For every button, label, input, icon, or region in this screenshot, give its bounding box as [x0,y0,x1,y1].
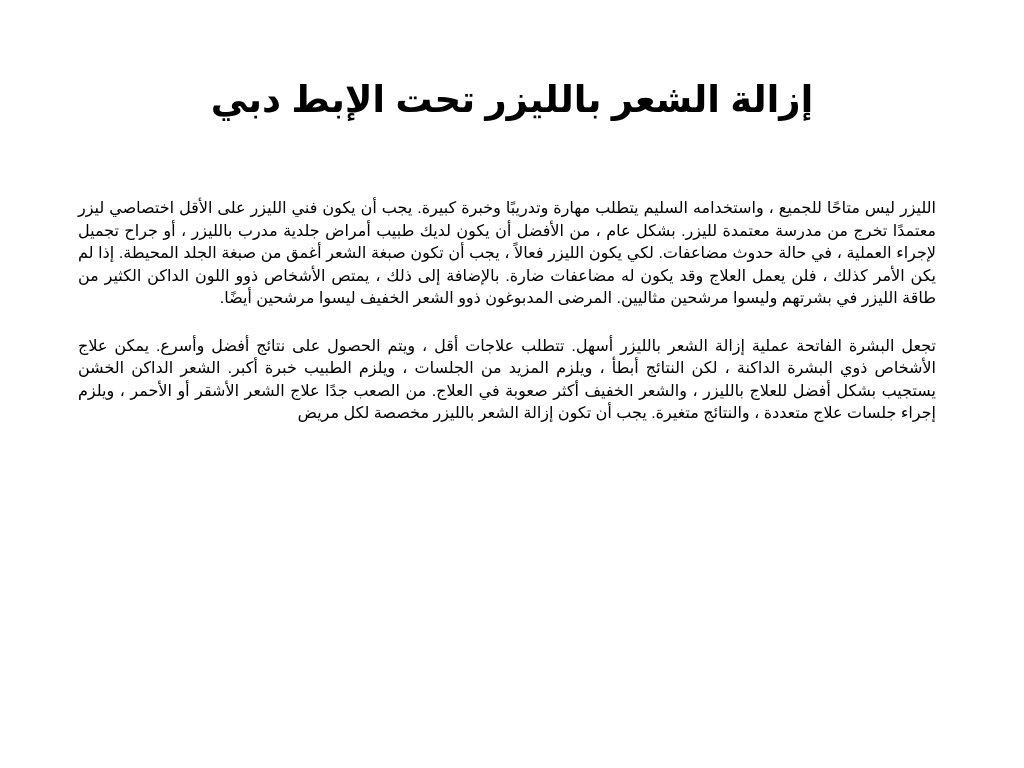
slide-body [78,198,936,426]
slide-title: إزالة الشعر بالليزر تحت الإبط دبي [210,79,814,120]
paragraph-laser-eligibility: الليزر ليس متاحًا للجميع ، واستخدامه السليم يتطلب مهارة وتدريبًا وخبرة كبيرة. يجب أن يكون فني الليزر على الأقل اختصاصي ليزر معتمدًا تخرج من مدرسة معتمدة لليزر. بشكل عام ، من الأفضل أن يكون لديك طبيب أمراض جلدية مدرب بالليزر ، أو جراح تجميل لإجراء العملية ، في حالة حدوث مضاعفات. لكي يكون الليزر فعالاً ، يجب أن تكون صبغة الشعر أغمق من صبغة الجلد المحيطة. إذا لم يكن الأمر كذلك ، فلن يعمل العلاج وقد يكون له مضاعفات ضارة. بالإضافة إلى ذلك ، يمتص الأشخاص ذوو اللون الداكن الكثير من طاقة الليزر في بشرتهم وليسوا مرشحين مثاليين. المرضى المدبوغون ذوو الشعر الخفيف ليسوا مرشحين أيضًا. [78,200,937,307]
paragraph-skin-hair-types: تجعل البشرة الفاتحة عملية إزالة الشعر بالليزر أسهل. تتطلب علاجات أقل ، ويتم الحصول على نتائج أفضل وأسرع. يمكن علاج الأشخاص ذوي البشرة الداكنة ، لكن النتائج أبطأ ، ويلزم المزيد من الجلسات ، ويلزم الطبيب خبرة أكبر. الشعر الداكن الخشن يستجيب بشكل أفضل للعلاج بالليزر ، والشعر الخفيف أكثر صعوبة في العلاج. من الصعب جدًا علاج الشعر الأشقر أو الأحمر ، ويلزم إجراء جلسات علاج متعددة ، والنتائج متغيرة. يجب أن تكون إزالة الشعر بالليزر مخصصة لكل مريض [78,337,937,422]
